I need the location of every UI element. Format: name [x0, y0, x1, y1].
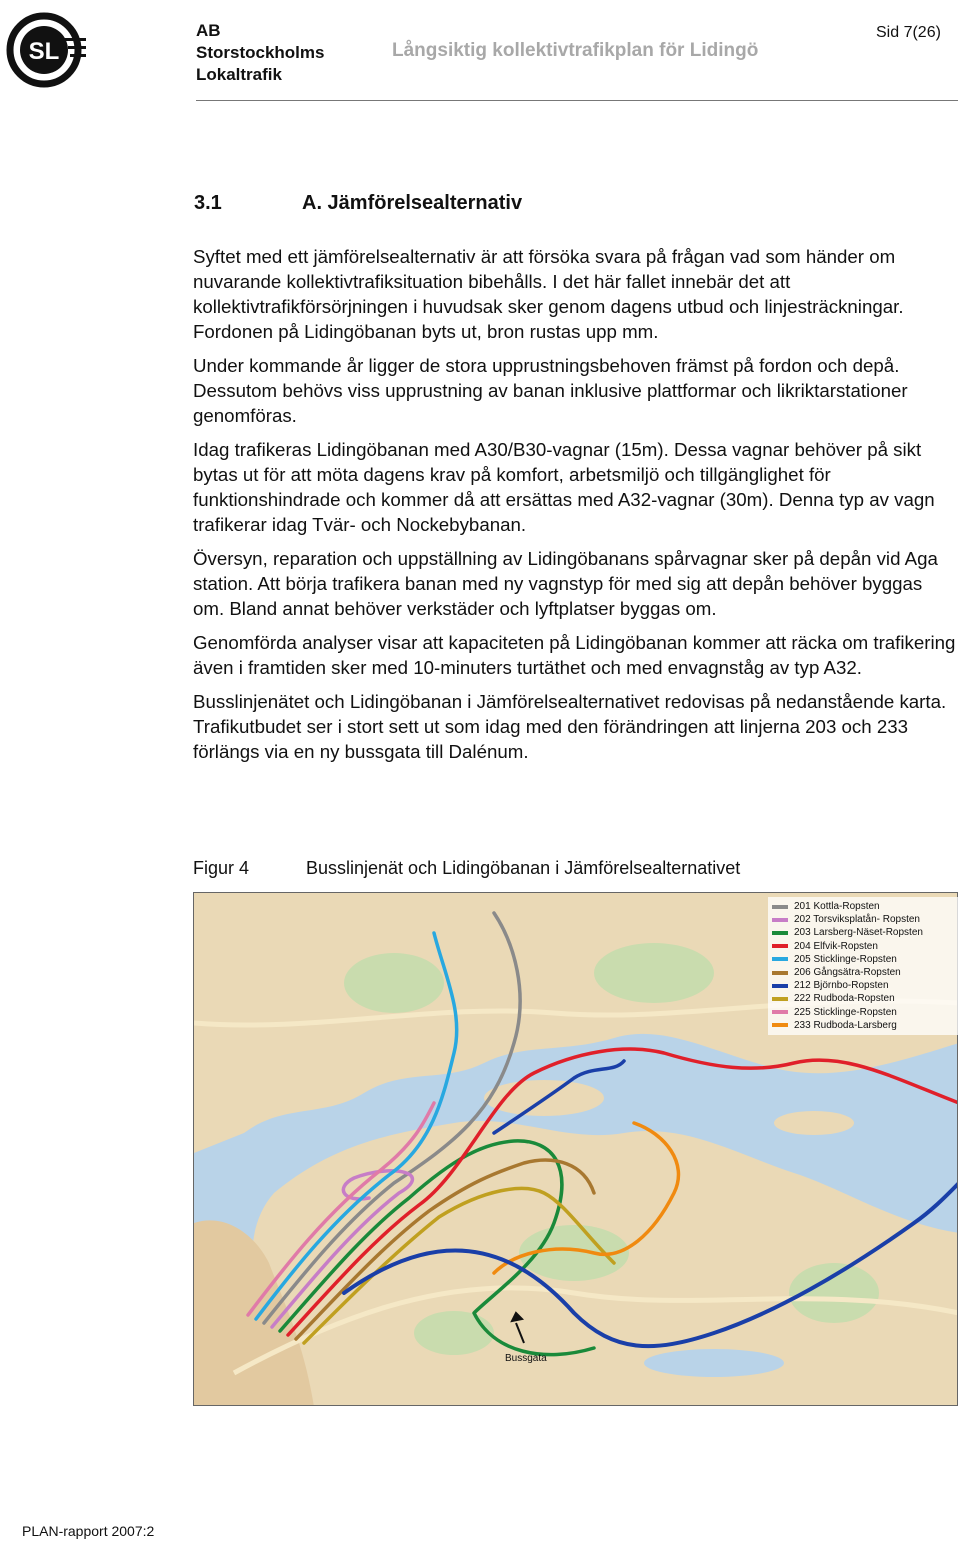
- legend-item: [772, 900, 960, 913]
- organization-name: AB Storstockholms Lokaltrafik: [196, 21, 325, 84]
- legend-label: 225 Sticklinge-Ropsten: [794, 1006, 897, 1018]
- section-heading: [194, 192, 522, 215]
- legend-swatch: [772, 984, 788, 988]
- page-number: Sid 7(26): [876, 24, 941, 41]
- svg-text:SL: SL: [28, 38, 60, 65]
- figure-caption: [193, 858, 740, 879]
- sl-logo: [4, 8, 88, 92]
- section-number: 3.1: [194, 192, 222, 214]
- legend-swatch: [772, 944, 788, 948]
- paragraph: Genomförda analyser visar att kapaciteten på Lidingöbanan kommer att räcka om trafikering även i framtiden sker med 10-minuters turtäthet och med envagnståg av typ A32.: [193, 632, 956, 678]
- paragraph: Idag trafikeras Lidingöbanan med A30/B30-vagnar (15m). Dessa vagnar behöver på sikt bytas ut för att möta dagens krav på komfort, arbetsmiljö och tillgänglighet för funktionshindrade och kommer då att ersättas med A32-vagnar (30m). Denna typ av vagn trafikerar idag Tvär- och Nockebybanan.: [193, 439, 935, 535]
- document-title: Långsiktig kollektivtrafikplan för Lidingö: [392, 40, 759, 61]
- legend-item: [772, 940, 960, 953]
- paragraph: Busslinjenätet och Lidingöbanan i Jämförelsealternativet redovisas på nedanstående karta. Trafikutbudet ser i stort sett ut som idag med den förändringen att linjerna 203 och 233 förlängs via en ny bussgata till Dalénum.: [193, 691, 947, 762]
- section-title: A. Jämförelsealternativ: [302, 192, 523, 214]
- paragraph: Syftet med ett jämförelsealternativ är att försöka svara på frågan vad som händer om nuvarande kollektivtrafiksituation bibehålls. I det här fallet innebär det att kollektivtrafikförsörjningen i huvudsak sker genom dagens utbud och linjesträckningar. Fordonen på Lidingöbanan byts ut, bron rustas upp mm.: [193, 246, 904, 342]
- legend-item: [772, 953, 960, 966]
- paragraph: Under kommande år ligger de stora upprustningsbehoven främst på fordon och depå. Dessutom behövs viss upprustning av banan inklusive plattformar och likriktarstationer genomföras.: [193, 355, 908, 426]
- legend-label: 201 Kottla-Ropsten: [794, 901, 880, 913]
- legend-label: 212 Björnbo-Ropsten: [794, 980, 889, 992]
- legend-label: 204 Elfvik-Ropsten: [794, 940, 878, 952]
- header-divider: [196, 100, 958, 101]
- paragraph: Översyn, reparation och uppställning av Lidingöbanans spårvagnar sker på depån vid Aga station. Att börja trafikera banan med ny vagnstyp för med sig att depån behöver byggas om. Bland annat behöver verkstäder och lyftplatser byggas om.: [193, 548, 938, 619]
- legend-swatch: [772, 1010, 788, 1014]
- legend-swatch: [772, 905, 788, 909]
- legend-item: [772, 992, 960, 1005]
- legend-swatch: [772, 931, 788, 935]
- legend-label: 205 Sticklinge-Ropsten: [794, 953, 897, 965]
- legend-item: [772, 979, 960, 992]
- map-legend: [768, 897, 960, 1035]
- bussgata-label: Bussgata: [505, 1353, 547, 1364]
- figure-caption-text: Busslinjenät och Lidingöbanan i Jämförelsealternativet: [306, 858, 741, 878]
- legend-label: 203 Larsberg-Näset-Ropsten: [794, 927, 923, 939]
- page-footer: PLAN-rapport 2007:2: [22, 1523, 155, 1539]
- legend-swatch: [772, 997, 788, 1001]
- page-header: [0, 0, 960, 110]
- legend-swatch: [772, 957, 788, 961]
- legend-item: [772, 926, 960, 939]
- legend-item: [772, 913, 960, 926]
- legend-item: [772, 966, 960, 979]
- legend-label: 222 Rudboda-Ropsten: [794, 993, 895, 1005]
- legend-label: 233 Rudboda-Larsberg: [794, 1019, 897, 1031]
- legend-swatch: [772, 1023, 788, 1027]
- legend-item: [772, 1019, 960, 1032]
- legend-swatch: [772, 971, 788, 975]
- legend-item: [772, 1006, 960, 1019]
- figure-label: Figur 4: [193, 858, 250, 878]
- legend-label: 202 Torsviksplatån- Ropsten: [794, 914, 920, 926]
- legend-swatch: [772, 918, 788, 922]
- legend-label: 206 Gångsätra-Ropsten: [794, 967, 901, 979]
- body-text: [193, 244, 958, 773]
